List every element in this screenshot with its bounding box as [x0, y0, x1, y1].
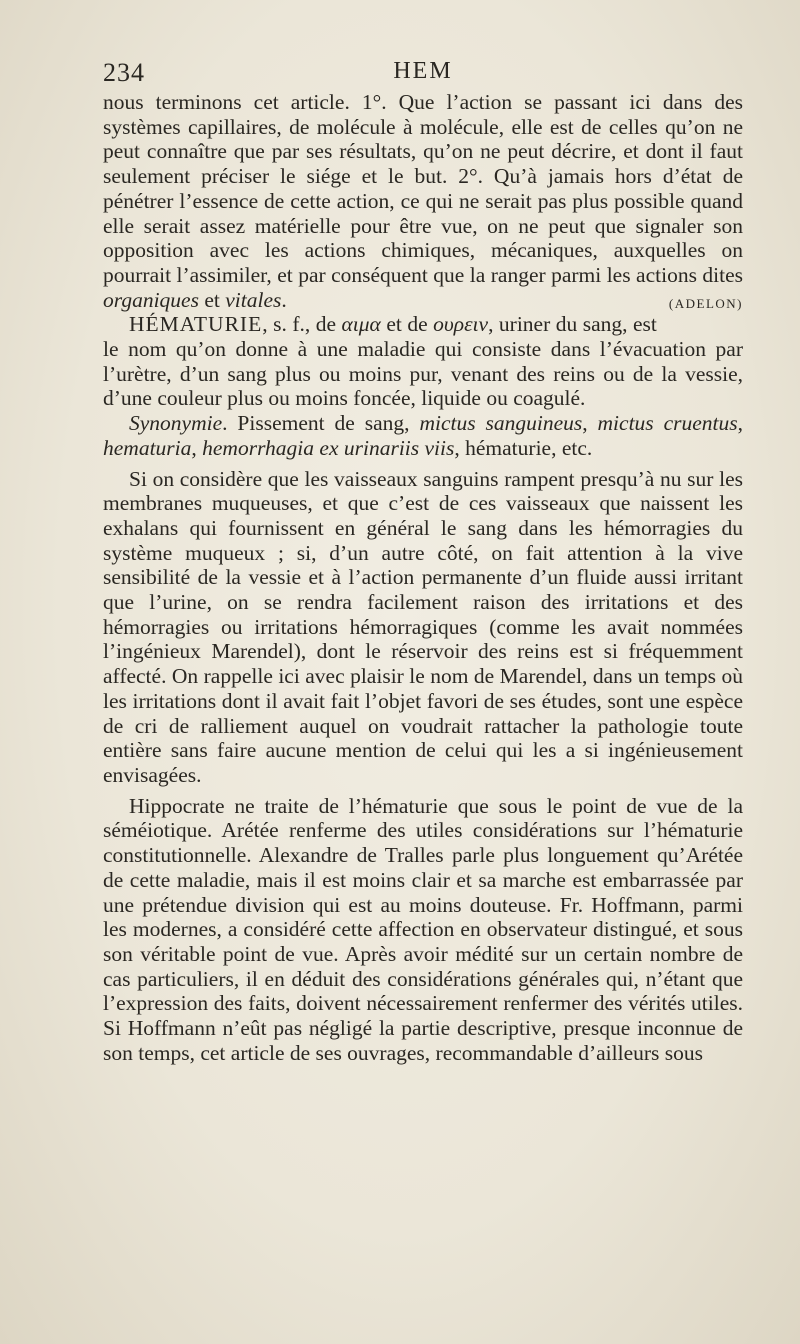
sentence-end: .: [281, 287, 287, 312]
synonym-latin-3: hematuria: [103, 435, 192, 460]
separator-2: ,: [737, 411, 743, 436]
paragraph-synonymie: [103, 411, 743, 460]
synonym-end: , hématurie, etc.: [454, 435, 593, 460]
term-vitales: vitales: [225, 287, 282, 312]
separator-1: ,: [582, 411, 598, 436]
greek-word-ourein: ουρειν: [433, 312, 489, 337]
running-title: HEM: [393, 58, 453, 84]
synonym-latin-2: mictus cruentus: [597, 411, 738, 436]
greek-word-haima: αιμα: [341, 312, 381, 337]
paragraph-conclusion: [103, 90, 743, 312]
synonym-french: . Pissement de sang,: [222, 411, 420, 436]
paragraph-conclusion-text: nous terminons cet article. 1°. Que l’action se passant ici dans des systèmes capillaires, de molécule à molécule, elle est de celles qu’on ne peut connaître que par ses résultats, qu’on ne peut décrire, et dont il faut seulement préciser le siége et le but. 2°. Qu’à jamais hors d’état de pénétrer l’essence de cette action, ce qui ne serait pas plus possible quand elle serait assez matérielle pour être vue, on ne peut que signaler son opposition avec les actions chimiques, mécaniques, auxquelles on pourrait l’assimiler, et par conséquent que la ranger parmi les: [103, 90, 743, 287]
paragraph-causes: Si on considère que les vaisseaux sanguins rampent presqu’à nu sur les membranes muqueuses, et que c’est de ces vaisseaux que naissent les exhalans qui fournissent en général le sang dans les hémorragies du système muqueux ; si, d’un autre côté, on fait attention à la vive sensibilité de la vessie et à l’action permanente d’un fluide aussi irritant que l’urine, on se rendra facilement raison des irritations et des hémorragies ou irritations hémorragiques (comme les avait nommées l’ingénieux Marendel), dont le réservoir des reins est si fréquemment affecté. On rappelle ici avec plaisir le nom de Marendel, dans un temps où les irritations dont il avait fait l’objet favori de ses études, sont une espèce de cri de ralliement auquel on voudrait rattacher la pathologie toute entière sans faire aucune mention de celui qui les a si ingénieusement envisagées.: [103, 466, 743, 787]
entry-definition: , uriner du sang, est le nom qu’on donne à une maladie qui consiste dans l’évacuation par l’urètre, d’un sang plus ou moins pur, venant des reins ou de la vessie, d’une couleur plus ou moins foncée, liquide ou coagulé.: [103, 312, 743, 411]
synonymie-label: Synonymie: [129, 411, 223, 436]
paragraph-hematurie: [103, 312, 743, 411]
entry-connector: et de: [380, 312, 434, 337]
separator-3: ,: [191, 435, 203, 460]
last-line-start: actions dites: [636, 262, 743, 287]
synonym-latin-1: mictus sanguineus: [419, 411, 583, 436]
synonym-latin-4: hemorrhagia ex urinariis viis: [202, 435, 455, 460]
paragraph-history: Hippocrate ne traite de l’hématurie que sous le point de vue de la séméiotique. Arétée renferme des utiles considérations sur l’hématurie constitutionnelle. Alexandre de Tralles parle plus longuement qu’Arétée de cette maladie, mais il est moins clair et sa marche est embarrassée par une prétendue division qui est au moins douteuse. Fr. Hoffmann, parmi les modernes, a considéré cette affection en observateur distingué, et sous son véritable point de vue. Après avoir médité sur un certain nombre de cas particuliers, il en déduit des considérations générales qui, n’étant que l’expression des faits, doivent nécessairement renfermer des vérités utiles. Si Hoffmann n’eût pas négligé la partie descriptive, presque inconnue de son temps, cet article de ses ouvrages, recommandable d’ailleurs sous: [103, 793, 743, 1065]
term-organiques: organiques: [103, 287, 199, 312]
body-text: [103, 90, 743, 1065]
conjunction-et: et: [198, 287, 226, 312]
entry-headword: HÉMATURIE: [129, 312, 263, 337]
author-signature: (ADELON): [668, 295, 743, 311]
entry-grammar: , s. f., de: [262, 312, 342, 337]
page-number: 234: [103, 58, 145, 87]
running-head: [103, 58, 743, 88]
